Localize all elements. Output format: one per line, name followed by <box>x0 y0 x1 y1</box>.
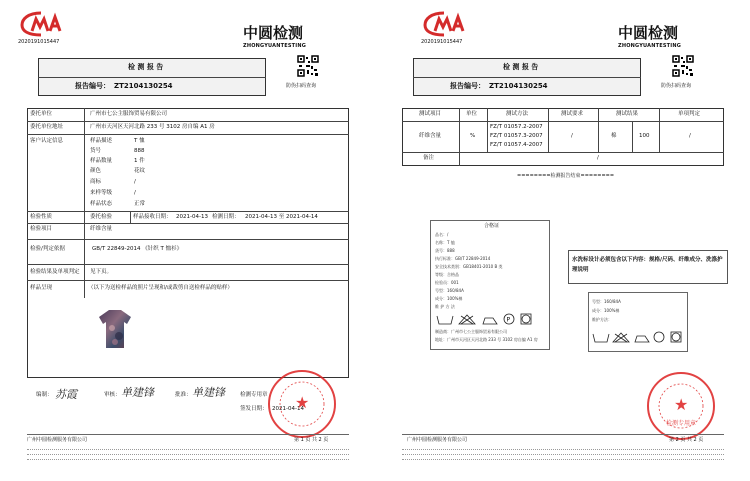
qr-code-icon <box>297 55 319 77</box>
ma-number: 2020191015447 <box>18 39 60 45</box>
col-judgement: 单项判定 <box>678 111 701 117</box>
sign-edit-name: 苏霞 <box>55 388 77 401</box>
test-type-label: 检验性质 <box>30 214 53 220</box>
row-test-item: 纤维含量 <box>419 133 442 139</box>
col-method: 测试方法 <box>506 111 529 117</box>
seal-text: 检测专用章 <box>665 420 696 427</box>
row-method: FZ/T 01057.2-2007 <box>490 124 543 130</box>
issue-date-label: 签发日期： <box>240 406 268 412</box>
photo-caption: （以下为送检样品的照片呈现和/或裁剪自送检样品的贴样） <box>88 285 233 291</box>
seal-star-icon: ★ <box>674 395 689 414</box>
tag-line: 号型：160/84A <box>435 288 464 293</box>
tag-line: 成分：100%棉 <box>435 296 463 301</box>
row-requirement: / <box>571 133 573 139</box>
sample-field-value: 正常 <box>134 201 146 207</box>
ma-number: 2020191015447 <box>421 39 463 45</box>
care-label-method: 维护方法： <box>592 317 612 322</box>
tag-line: 检验员：001 <box>435 280 459 285</box>
report-no: ZT2104130254 <box>489 82 548 90</box>
row-method: FZ/T 01057.4-2007 <box>490 142 543 148</box>
tag-maker: 制造商：广州市七公主服饰贸易有限公司 <box>435 329 507 334</box>
footer-company: 广州中圆检测服务有限公司 <box>27 437 88 443</box>
remark-label: 备注 <box>423 155 435 161</box>
client-address-value: 广州市天河区天河北路 233 号 3102 房自编 A1 房 <box>90 124 215 130</box>
sample-info-label: 客户认定信息 <box>30 138 64 144</box>
tag-line: 等级：合格品 <box>435 272 459 277</box>
report-title: 检 测 报 告 <box>128 63 164 71</box>
basis: GB/T 22849-2014 《针织 T 恤衫》 <box>92 246 183 252</box>
seal-star-icon: ★ <box>295 393 310 412</box>
footer-fine-print <box>402 447 724 463</box>
sample-field-key: 样品描述 <box>90 138 113 144</box>
sample-field-key: 商标 <box>90 179 102 185</box>
brand-name-en: ZHONGYUANTESTING <box>243 43 307 49</box>
cma-logo-icon <box>20 11 62 37</box>
report-page-2 <box>375 0 750 481</box>
sample-field-value: 花纹 <box>134 168 146 174</box>
footer-company: 广州中圆检测服务有限公司 <box>407 437 468 443</box>
photo-label: 样品呈现 <box>30 285 53 291</box>
client-label: 委托单位 <box>30 111 53 117</box>
sign-review-name: 单建锋 <box>121 386 154 399</box>
sample-tshirt-photo <box>97 308 133 350</box>
row-judgement: / <box>689 133 691 139</box>
tag-line: 名称：T 恤 <box>435 240 455 245</box>
brand-name-cn: 中圆检测 <box>243 24 304 42</box>
test-date: 2021-04-13 至 2021-04-14 <box>245 214 318 220</box>
tag-address: 地址：广州市天河区天河北路 233 号 3102 房自编 A1 房 <box>435 337 538 342</box>
col-requirement: 测试要求 <box>561 111 584 117</box>
result-label: 检验结果及单项判定 <box>30 269 80 275</box>
sample-field-key: 颜色 <box>90 168 102 174</box>
footer-fine-print <box>27 447 349 463</box>
page-number: 第 2 页 共 2 页 <box>669 437 704 443</box>
care-label-size: 号型：160/84A <box>592 299 621 304</box>
report-no: ZT2104130254 <box>114 82 173 90</box>
official-seal <box>647 372 715 440</box>
sign-review-label: 审核： <box>104 392 121 398</box>
sample-field-value: T 恤 <box>134 138 145 144</box>
report-title: 检 测 报 告 <box>503 63 539 71</box>
col-unit: 单位 <box>466 111 478 117</box>
end-of-report: ========检测报告结束======== <box>517 173 615 179</box>
care-symbols-icon <box>435 312 545 326</box>
sample-field-key: 样品数量 <box>90 158 113 164</box>
report-no-label: 报告编号： <box>450 82 485 90</box>
test-item-label: 检验项目 <box>30 226 53 232</box>
result: 见下页。 <box>90 269 113 275</box>
col-result: 测试结果 <box>616 111 639 117</box>
report-no-label: 报告编号： <box>75 82 110 90</box>
qr-caption: 防伪扫码查询 <box>286 83 317 89</box>
tag-line: 品名：/ <box>435 232 449 237</box>
test-type: 委托检验 <box>90 214 113 220</box>
sample-field-value: 1 件 <box>134 158 145 164</box>
client-value: 广州市七公主服饰贸易有限公司 <box>90 111 168 117</box>
care-label-composition: 成分：100%棉 <box>592 308 620 313</box>
issue-date: 2021-04-14 <box>272 406 304 412</box>
test-date-label: 检测日期： <box>212 214 240 220</box>
brand-name-cn: 中圆检测 <box>618 24 679 42</box>
basis-label: 检验/判定依据 <box>30 246 65 252</box>
care-label-notice-text: 水洗标设计必须包含以下内容：规格/尺码、纤维成分、洗涤护理说明 <box>572 257 723 273</box>
row-result-value: 100 <box>639 133 650 139</box>
test-item: 纤维含量 <box>90 226 113 232</box>
brand-name-en: ZHONGYUANTESTING <box>618 43 682 49</box>
sign-edit-label: 编制： <box>36 392 53 398</box>
page-number: 第 1 页 共 2 页 <box>294 437 329 443</box>
tag-line: 维 护 方 法 <box>435 304 455 309</box>
sample-field-key: 来样等级 <box>90 190 113 196</box>
sample-field-key: 货号 <box>90 148 102 154</box>
svg-text:P: P <box>506 316 511 324</box>
receive-date: 2021-04-13 <box>176 214 208 220</box>
remark: / <box>597 155 599 161</box>
info-table <box>27 108 349 378</box>
sign-approve-name: 单建锋 <box>192 386 225 399</box>
seal-label: 检测专用章 <box>240 392 268 398</box>
row-result-name: 棉 <box>611 133 617 139</box>
sample-field-value: 888 <box>134 148 145 154</box>
sample-field-key: 样品状态 <box>90 201 113 207</box>
tag-title: 合格证 <box>484 223 500 229</box>
qr-code-icon <box>672 55 694 77</box>
care-label-symbols-icon <box>591 330 687 344</box>
tag-line: 执行标准：GB/T 22849-2014 <box>435 256 491 261</box>
sample-field-value: / <box>134 179 136 185</box>
row-method: FZ/T 01057.3-2007 <box>490 133 543 139</box>
row-unit: % <box>470 133 476 139</box>
col-test-item: 测试项目 <box>419 111 442 117</box>
client-address-label: 委托单位地址 <box>30 124 64 130</box>
qr-caption: 防伪扫码查询 <box>661 83 692 89</box>
tag-line: 货号：888 <box>435 248 455 253</box>
sample-field-value: / <box>134 190 136 196</box>
cma-logo-icon <box>423 11 465 37</box>
receive-date-label: 样品接收日期： <box>133 214 172 220</box>
official-seal <box>268 370 336 438</box>
tag-line: 安全技术类别：GB18401-2010 B 类 <box>435 264 503 269</box>
sign-approve-label: 批准： <box>175 392 192 398</box>
